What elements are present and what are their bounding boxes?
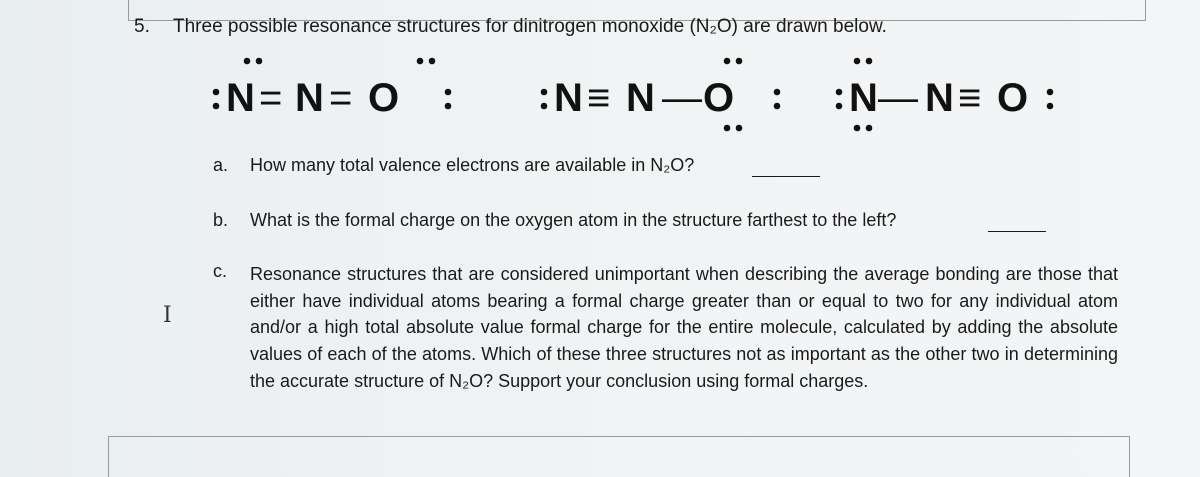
part-a-text: How many total valence electrons are available in N₂O? <box>250 155 695 175</box>
structure-3-bond-2: ≡ <box>958 76 982 120</box>
part-c-label: c. <box>213 261 228 281</box>
lewis-structures-drawing <box>0 48 1200 148</box>
question-number: 5. <box>134 16 150 37</box>
structure-1-atom-3: O <box>368 76 400 120</box>
structure-2-bond-1: ≡ <box>587 76 611 120</box>
text-cursor-icon: I <box>163 303 172 328</box>
structure-2-atom-1: N <box>554 76 583 120</box>
answer-box[interactable] <box>108 436 1130 477</box>
structure-1-atom-1: N <box>226 76 255 120</box>
structure-2-bond-2: — <box>662 76 702 120</box>
resonance-structures <box>0 48 1200 148</box>
structure-3 <box>836 58 1054 132</box>
part-c-text: Resonance structures that are considered unimportant when describing the average bonding are those that either have individual atoms bearing a formal charge greater than or equal to two for any individual atom and/or a high total absolute value formal charge for the entire molecule, calculated by adding the absolute values of each of the atoms. Which of these three structures not as important as the other two in determining the accurate structure of N₂O? Support your conclusion using formal charges. <box>250 264 1118 391</box>
structure-1-atom-2: N <box>295 76 324 120</box>
structure-1 <box>213 58 452 120</box>
part-b-label: b. <box>213 210 229 230</box>
part-b-answer-blank[interactable] <box>988 231 1046 232</box>
part-b-text: What is the formal charge on the oxygen atom in the structure farthest to the left? <box>250 210 897 230</box>
part-a-answer-blank[interactable] <box>752 176 820 177</box>
structure-2 <box>541 58 781 132</box>
structure-3-atom-2: N <box>925 76 954 120</box>
part-a-label: a. <box>213 155 229 175</box>
structure-2-atom-3: O <box>703 76 735 120</box>
structure-1-bond-2: = <box>329 76 353 120</box>
structure-3-atom-1: N <box>849 76 878 120</box>
structure-3-atom-3: O <box>997 76 1029 120</box>
question-stem: Three possible resonance structures for dinitrogen monoxide (N₂O) are drawn below. <box>173 16 887 37</box>
structure-2-atom-2: N <box>626 76 655 120</box>
structure-1-bond-1: = <box>259 76 283 120</box>
structure-3-bond-1: — <box>878 76 918 120</box>
